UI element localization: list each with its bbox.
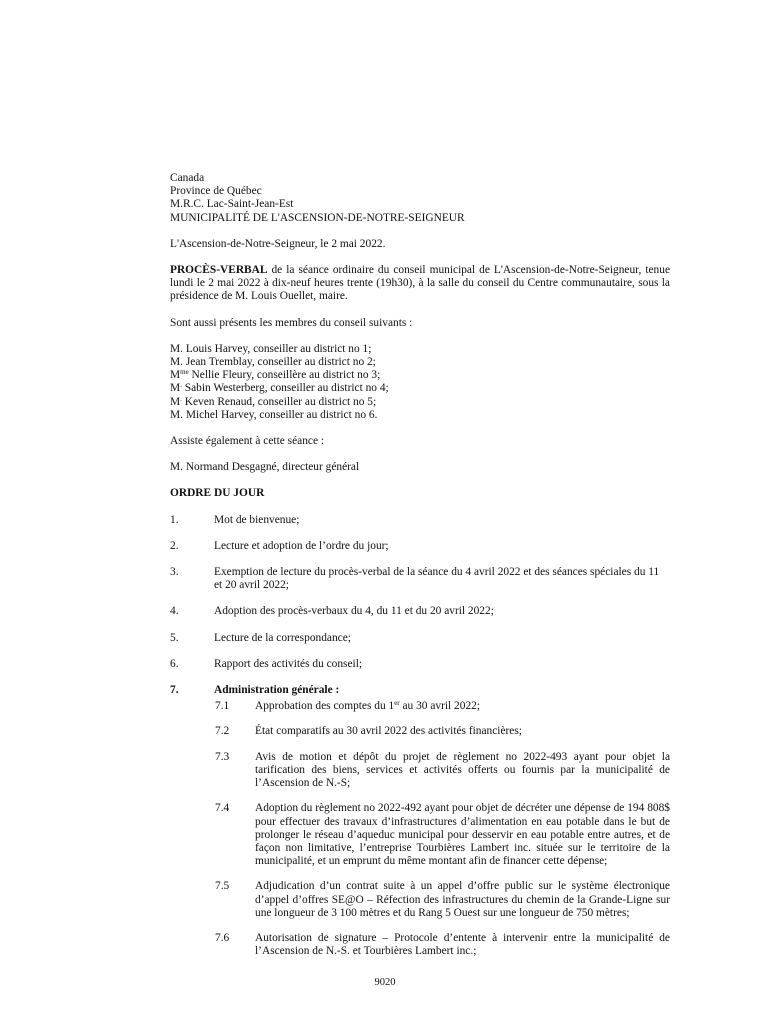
member-line: M. Michel Harvey, conseiller au district no 6. bbox=[170, 408, 378, 421]
member-line: $M^{me}$ Nellie Fleury, conseillère au district no 3; bbox=[170, 368, 381, 382]
present-intro: Sont aussi présents les membres du conseil suivants : bbox=[170, 316, 413, 329]
header-mrc: M.R.C. Lac-Saint-Jean-Est bbox=[170, 198, 294, 211]
member-line: M. Keven Renaud, conseiller au district no 5; bbox=[170, 394, 377, 408]
agenda-item: 4. Adoption des procès-verbaux du 4, du 11 et du 20 avril 2022; bbox=[170, 605, 494, 618]
member-line: M. Jean Tremblay, conseiller au district no 2; bbox=[170, 356, 376, 369]
date-line: L'Ascension-de-Notre-Seigneur, le 2 mai 2022. bbox=[170, 237, 386, 250]
members-list bbox=[170, 343, 670, 422]
sub-item: 7.5 Adjudication d’un contrat suite à un appel d’offre public sur le système électronique d’appel d’offres SE@O – Réfection des infrastructures du chemin de la Grande-Ligne sur une longueur de 3 100 mètres et du Rang 5 Ouest sur une longueur de 750 mètres; bbox=[215, 880, 670, 919]
director-line: M. Normand Desgagné, directeur général bbox=[170, 461, 360, 474]
header-block bbox=[170, 172, 670, 225]
page-number: 9020 bbox=[374, 977, 396, 988]
header-municipality: MUNICIPALITÉ DE L'ASCENSION-DE-NOTRE-SEIGNEUR bbox=[170, 211, 465, 224]
agenda-item: 3. Exemption de lecture du procès-verbal de la séance du 4 avril 2022 et des séances spéciales du 11 et 20 avril 2022; bbox=[170, 566, 660, 592]
also-present-intro: Assiste également à cette séance : bbox=[170, 435, 325, 448]
header-province: Province de Québec bbox=[170, 185, 262, 198]
sub-item: 7.2 État comparatifs au 30 avril 2022 des activités financières; bbox=[215, 725, 522, 738]
agenda-section-7: 7. Administration générale : bbox=[170, 684, 340, 697]
header-country: Canada bbox=[170, 172, 205, 184]
sub-item: 7.3 Avis de motion et dépôt du projet de règlement no 2022-493 ayant pour objet la tarification des biens, services et activités offerts ou fournis par la municipalité de l’Ascension de N.-S; bbox=[215, 750, 670, 790]
sub-item: 7.4 Adoption du règlement no 2022-492 ayant pour objet de décréter une dépense de 194 808$ pour effectuer des travaux d’infrastructures d’alimentation en eau potable dans le but de prolonger le réseau d’aqueduc municipal pour desservir en eau potable entre autres, et de façon non limitative, l’entreprise Tourbières Lambert inc. située sur le territoire de la municipalité, et un emprunt du même montant afin de financer cette dépense; bbox=[215, 802, 670, 868]
agenda-item: 1. Mot de bienvenue; bbox=[170, 513, 300, 526]
agenda-item: 2. Lecture et adoption de l’ordre du jour; bbox=[170, 539, 389, 552]
sub-item: 7.6 Autorisation de signature – Protocole d’entente à intervenir entre la municipalité de l’Ascension de N.-S. et Tourbières Lambert inc.; bbox=[215, 931, 670, 958]
proces-verbal-text: de la séance ordinaire du conseil municipal de L'Ascension-de-Notre-Seigneur, tenue lundi le 2 mai 2022 à dix-neuf heures trente (19h30), à la salle du conseil du Centre communautaire, sous la présidence de M. Louis Ouellet, maire. bbox=[170, 264, 670, 303]
proces-verbal-label: PROCÈS-VERBAL bbox=[170, 264, 268, 277]
agenda-title: ORDRE DU JOUR bbox=[170, 487, 265, 500]
sub-item: 7.1 Approbation des comptes du 1er au 30 avril 2022; bbox=[215, 699, 481, 713]
member-line: M. Sabin Westerberg, conseiller au district no 4; bbox=[170, 381, 389, 395]
agenda-item: 6. Rapport des activités du conseil; bbox=[170, 657, 363, 670]
member-line: M. Louis Harvey, conseiller au district no 1; bbox=[170, 342, 372, 355]
document-page bbox=[170, 172, 670, 958]
agenda-item: 5. Lecture de la correspondance; bbox=[170, 631, 351, 644]
proces-verbal-paragraph bbox=[170, 264, 670, 304]
